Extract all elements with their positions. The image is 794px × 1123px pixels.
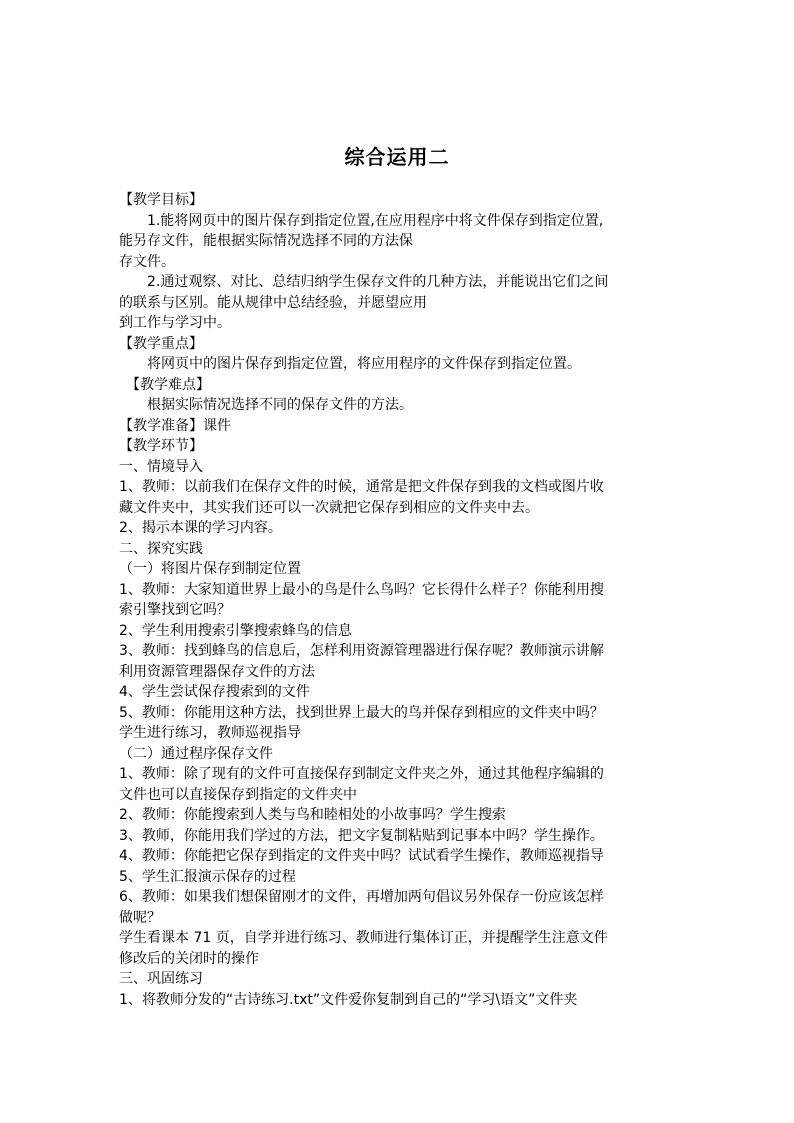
list-item: 5、教师：你能用这种方法，找到世界上最大的鸟并保存到相应的文件夹中吗？ bbox=[119, 704, 604, 721]
page-title: 综合运用二 bbox=[344, 145, 450, 169]
paragraph-line: 修改后的关闭时的操作 bbox=[119, 950, 259, 967]
list-item-continued: 文件也可以直接保存到指定的文件夹中 bbox=[119, 786, 357, 803]
heading-objectives: 【教学目标】 bbox=[119, 192, 203, 208]
list-item: 4、教师：你能把它保存到指定的文件夹中吗？试试看学生操作，教师巡视指导 bbox=[119, 848, 604, 864]
list-item: 3、教师：找到蜂鸟的信息后，怎样利用资源管理器进行保存呢？教师演示讲解 bbox=[119, 643, 604, 659]
list-item: 1、教师：以前我们在保存文件的时候，通常是把文件保存到我的文档或图片收 bbox=[119, 479, 604, 495]
paragraph-line: 根据实际情况选择不同的保存文件的方法。 bbox=[147, 397, 413, 413]
paragraph-line: 的联系与区别。能从规律中总结经验，并愿望应用 bbox=[119, 294, 427, 311]
subsection-heading: （一）将图片保存到制定位置 bbox=[119, 561, 301, 577]
list-item-continued: 藏文件夹中，其实我们还可以一次就把它保存到相应的文件夹中去。 bbox=[119, 499, 539, 516]
paragraph-line: 存文件。 bbox=[119, 253, 175, 270]
list-item: 5、学生汇报演示保存的过程 bbox=[119, 868, 296, 885]
section-heading: 一、情境导入 bbox=[119, 458, 203, 475]
paragraph-line: 1.能将网页中的图片保存到指定位置,在应用程序中将文件保存到指定位置, bbox=[147, 212, 604, 229]
heading-preparation: 【教学准备】课件 bbox=[119, 417, 231, 434]
list-item: 1、将教师分发的“古诗练习.txt”文件爱你复制到自己的“学习\语文”文件夹 bbox=[119, 991, 578, 1008]
list-item-continued: 索引擎找到它吗？ bbox=[119, 602, 231, 618]
paragraph-line: 到工作与学习中。 bbox=[119, 315, 231, 331]
list-item: 4、学生尝试保存搜索到的文件 bbox=[119, 684, 310, 700]
list-item-continued: 做呢？ bbox=[119, 909, 161, 926]
document-body bbox=[119, 190, 677, 1010]
list-item: 3、教师，你能用我们学过的方法，把文字复制粘贴到记事本中吗？学生操作。 bbox=[119, 827, 604, 844]
list-item-continued: 利用资源管理器保存文件的方法 bbox=[119, 663, 315, 680]
list-item-continued: 学生进行练习，教师巡视指导 bbox=[119, 725, 301, 741]
paragraph-line: 学生看课本 71 页，自学并进行练习、教师进行集体订正，并提醒学生注意文件 bbox=[119, 930, 608, 946]
list-item: 1、教师：大家知道世界上最小的鸟是什么鸟吗？它长得什么样子？你能利用搜 bbox=[119, 581, 604, 598]
paragraph-line: 2.通过观察、对比、总结归纳学生保存文件的几种方法，并能说出它们之间 bbox=[147, 274, 609, 290]
heading-key-points: 【教学重点】 bbox=[119, 335, 203, 352]
list-item: 1、教师：除了现有的文件可直接保存到制定文件夹之外，通过其他程序编辑的 bbox=[119, 766, 604, 782]
section-heading: 二、探究实践 bbox=[119, 540, 203, 557]
list-item: 2、教师：你能搜索到人类与鸟和睦相处的小故事吗？学生搜索 bbox=[119, 807, 506, 823]
list-item: 2、揭示本课的学习内容。 bbox=[119, 520, 282, 536]
paragraph-line: 将网页中的图片保存到指定位置，将应用程序的文件保存到指定位置。 bbox=[147, 356, 581, 372]
heading-procedure: 【教学环节】 bbox=[119, 438, 203, 454]
subsection-heading: （二）通过程序保存文件 bbox=[119, 745, 273, 762]
heading-difficulties: 【教学难点】 bbox=[126, 376, 210, 393]
section-heading: 三、巩固练习 bbox=[119, 971, 203, 987]
paragraph-line: 能另存文件，能根据实际情况选择不同的方法保 bbox=[119, 233, 413, 249]
list-item: 6、教师：如果我们想保留刚才的文件，再增加两句倡议另外保存一份应该怎样 bbox=[119, 889, 604, 905]
list-item: 2、学生利用搜索引擎搜索蜂鸟的信息 bbox=[119, 622, 352, 639]
